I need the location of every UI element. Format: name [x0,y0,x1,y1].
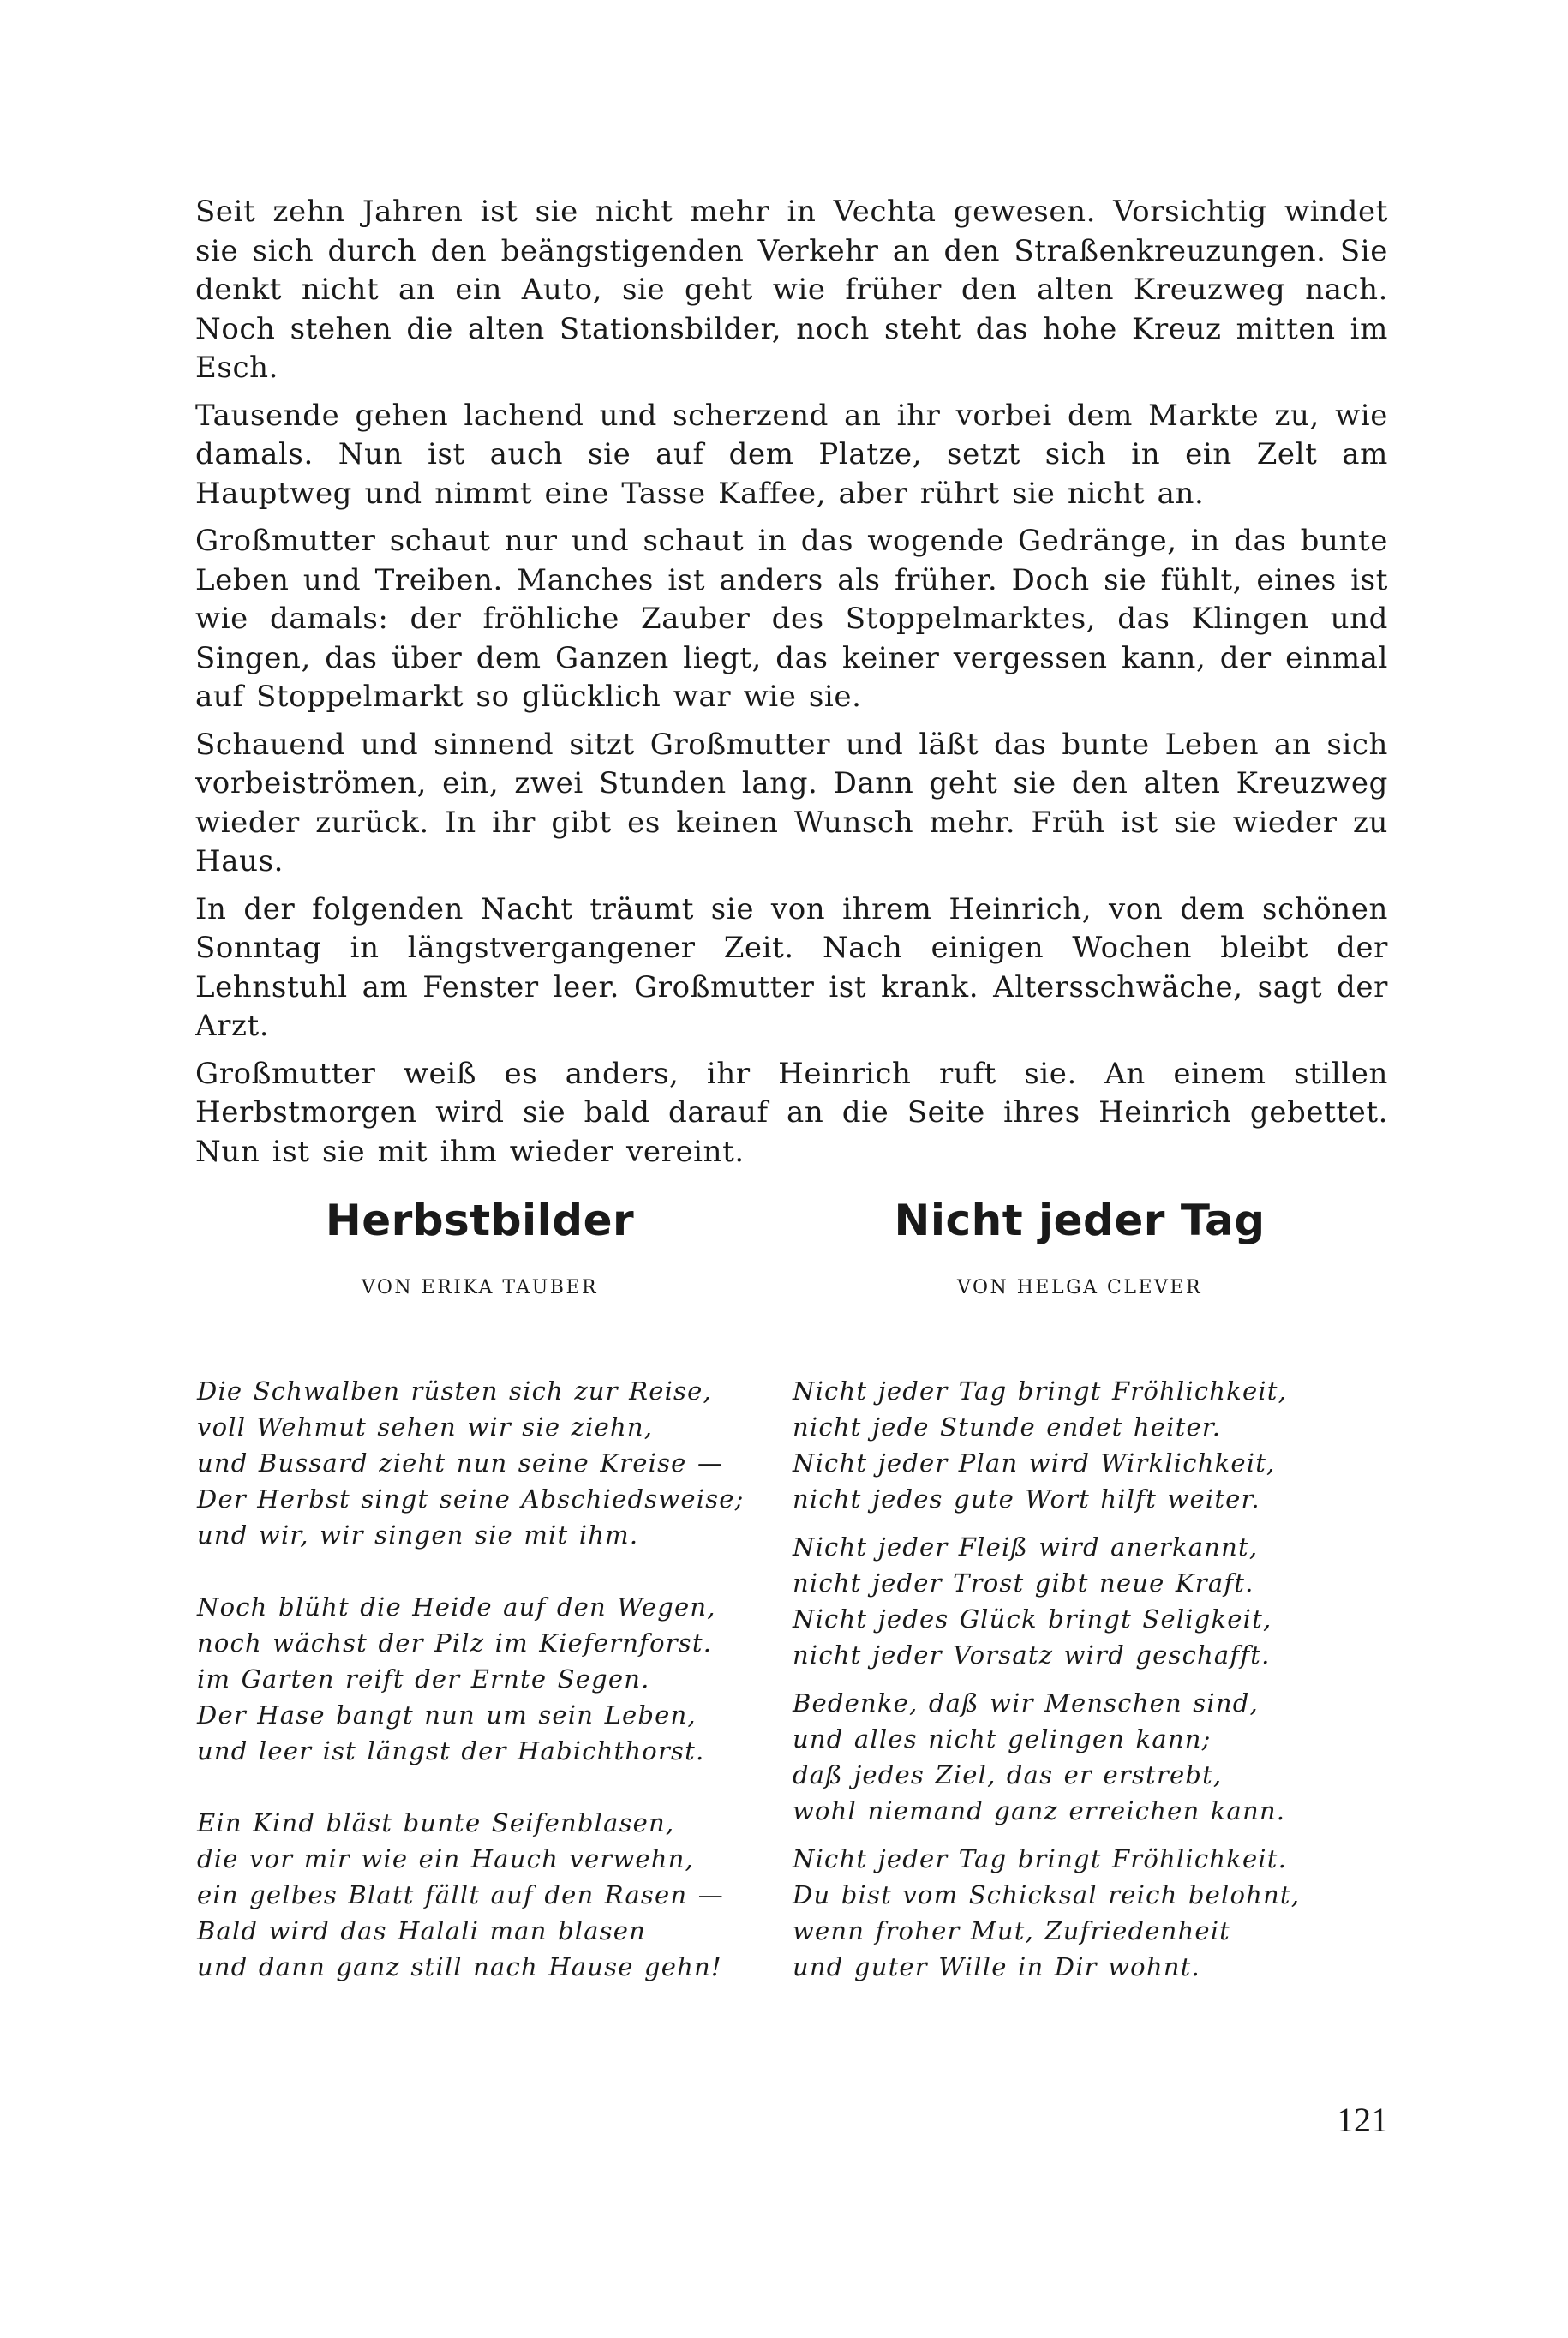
prose-paragraph: In der folgenden Nacht träumt sie von ihrem Heinrich, von dem schönen Sonntag in längstvergangener Zeit. Nach einigen Wochen bleibt der Lehnstuhl am Fenster leer. Großmutter ist krank. Altersschwäche, sagt der Arzt. [195,891,1388,1043]
verse-line: voll Wehmut sehen wir sie ziehn, [197,1412,654,1442]
stanza [793,1529,1392,1673]
page-number: 121 [1337,2101,1388,2139]
stanza [197,1805,763,1985]
verse-line: Nicht jeder Tag bringt Fröhlichkeit. [793,1844,1288,1873]
verse-line: Nicht jeder Tag bringt Fröhlichkeit, [793,1376,1288,1406]
verse-line: im Garten reift der Ernte Segen. [197,1664,650,1694]
verse-line: und Bussard zieht nun seine Kreise — [197,1448,724,1478]
prose-paragraph: Seit zehn Jahren ist sie nicht mehr in Vechta gewesen. Vorsichtig windet sie sich durch den beängstigenden Verkehr an den Straßenkreuzungen. Sie denkt nicht an ein Auto, sie geht wie früher den alten Kreuzweg nach. Noch stehen die alten Stationsbilder, noch steht das hohe Kreuz mitten im Esch. [195,195,1388,385]
verse-line: und leer ist längst der Habichthorst. [197,1736,705,1765]
verse-line: Nicht jedes Glück bringt Seligkeit, [793,1604,1272,1634]
poem-right [793,1373,1392,1997]
verse-line: wenn froher Mut, Zufriedenheit [793,1916,1231,1945]
verse-line: Ein Kind bläst bunte Seifenblasen, [197,1808,675,1837]
verse-line: nicht jeder Vorsatz wird geschafft. [793,1640,1271,1670]
verse-line: Der Herbst singt seine Abschiedsweise; [197,1484,745,1514]
poem-byline-left: VON ERIKA TAUBER [361,1277,599,1298]
stanza [197,1373,763,1553]
stanza [197,1589,763,1769]
verse-line: nicht jeder Trost gibt neue Kraft. [793,1568,1254,1598]
prose-paragraph: Tausende gehen lachend und scherzend an ihr vorbei dem Markte zu, wie damals. Nun ist auch sie auf dem Platze, setzt sich in ein Zelt am Hauptweg und nimmt eine Tasse Kaffee, aber rührt sie nicht an. [195,398,1388,511]
verse-line: daß jedes Ziel, das er erstrebt, [793,1760,1223,1789]
verse-line: und alles nicht gelingen kann; [793,1724,1212,1754]
stanza [793,1841,1392,1985]
stanza [793,1685,1392,1829]
verse-line: Bald wird das Halali man blasen [197,1916,647,1945]
verse-line: Der Hase bangt nun um sein Leben, [197,1700,697,1730]
poem-title-herbstbilder: Herbstbilder [325,1196,635,1245]
verse-line: Nicht jeder Fleiß wird anerkannt, [793,1532,1259,1562]
prose-text [195,193,1388,1180]
verse-line: die vor mir wie ein Hauch verwehn, [197,1844,694,1873]
verse-line: Noch blüht die Heide auf den Wegen, [197,1592,716,1622]
verse-line: und dann ganz still nach Hause gehn! [197,1952,722,1981]
verse-line: wohl niemand ganz erreichen kann. [793,1796,1286,1825]
prose-paragraph: Großmutter schaut nur und schaut in das wogende Gedränge, in das bunte Leben und Treiben. Manches ist anders als früher. Doch sie fühlt, eines ist wie damals: der fröhliche Zauber des Stoppelmarktes, das Klingen und Singen, das über dem Ganzen liegt, das keiner vergessen kann, der einmal auf Stoppelmarkt so glücklich war wie sie. [195,524,1388,714]
poem-byline-right: VON HELGA CLEVER [956,1277,1203,1298]
stanza [793,1373,1392,1517]
verse-line: und wir, wir singen sie mit ihm. [197,1520,639,1550]
verse-line: ein gelbes Blatt fällt auf den Rasen — [197,1880,724,1909]
verse-line: und guter Wille in Dir wohnt. [793,1952,1200,1981]
verse-line: nicht jedes gute Wort hilft weiter. [793,1484,1260,1514]
prose-paragraph: Schauend und sinnend sitzt Großmutter und läßt das bunte Leben an sich vorbeiströmen, ein, zwei Stunden lang. Dann geht sie den alten Kreuzweg wieder zurück. In ihr gibt es keinen Wunsch mehr. Früh ist sie wieder zu Haus. [195,727,1388,878]
verse-line: noch wächst der Pilz im Kiefernforst. [197,1628,713,1658]
prose-paragraph: Großmutter weiß es anders, ihr Heinrich ruft sie. An einem stillen Herbstmorgen wird sie bald darauf an die Seite ihres Heinrich gebettet. Nun ist sie mit ihm wieder vereint. [195,1056,1388,1169]
poem-title-nicht-jeder-tag: Nicht jeder Tag [894,1196,1266,1245]
verse-line: Du bist vom Schicksal reich belohnt, [793,1880,1301,1909]
verse-line: Bedenke, daß wir Menschen sind, [793,1688,1259,1718]
poem-left [197,1373,763,2021]
verse-line: nicht jede Stunde endet heiter. [793,1412,1222,1442]
verse-line: Die Schwalben rüsten sich zur Reise, [197,1376,712,1406]
verse-line: Nicht jeder Plan wird Wirklichkeit, [793,1448,1276,1478]
